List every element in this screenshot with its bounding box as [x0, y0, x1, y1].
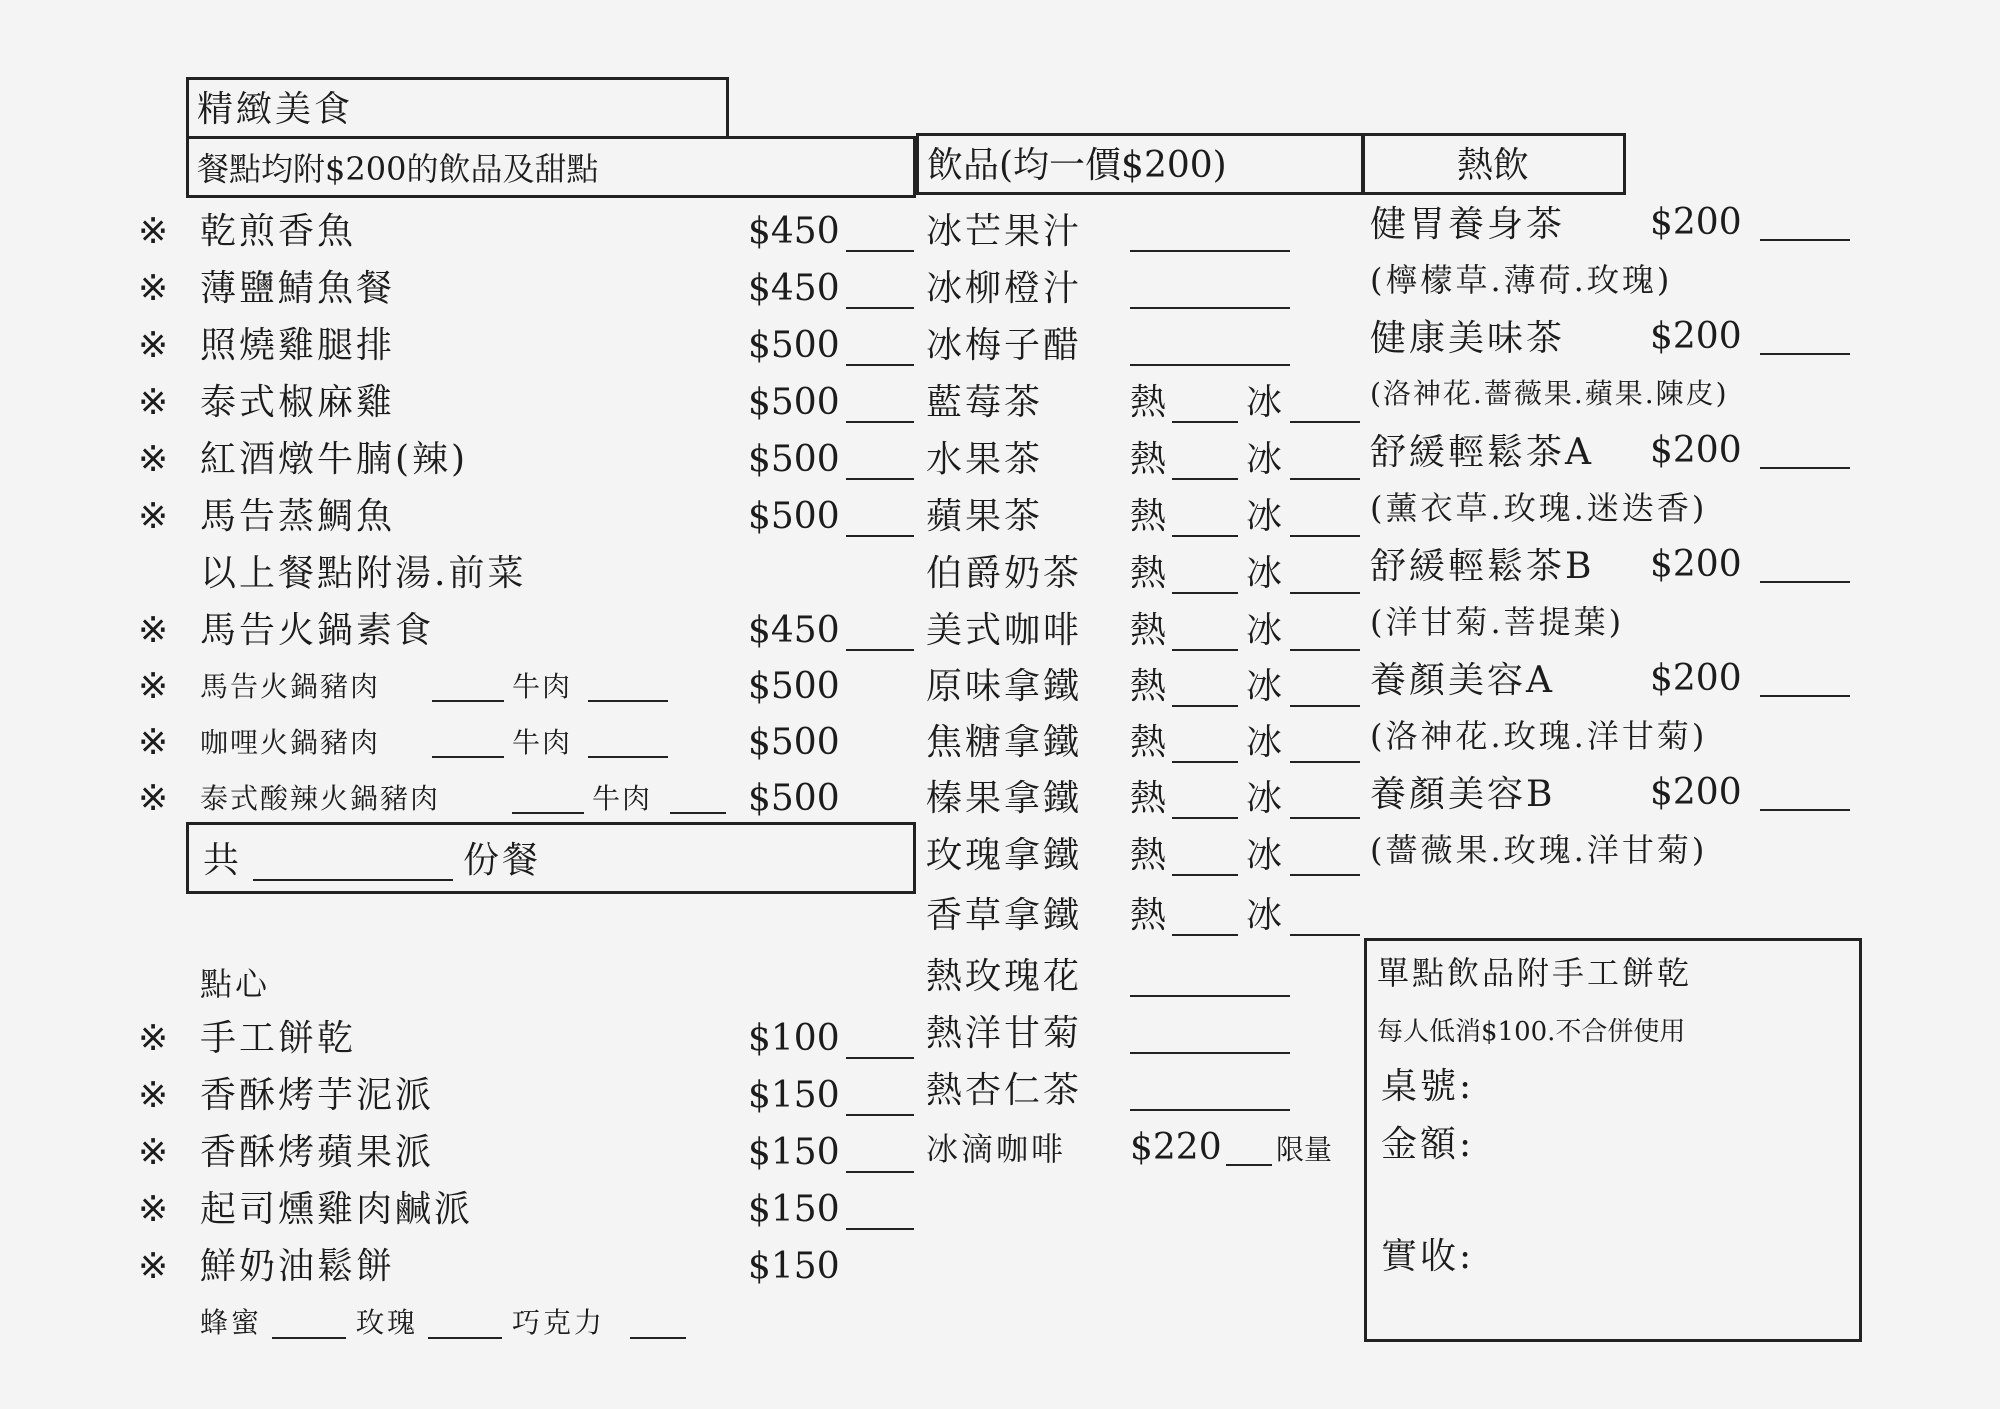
menu-subtitle: 餐點均附$200的飲品及甜點: [197, 150, 599, 188]
quantity-blank[interactable]: [1760, 467, 1850, 469]
hot-blank[interactable]: [1172, 592, 1238, 594]
meal-price: $500: [748, 325, 840, 366]
dessert-title: 點心: [200, 965, 271, 1003]
limited-note: 限量: [1276, 1133, 1333, 1166]
dessert-name: 手工餅乾: [200, 1018, 357, 1059]
drink-name: 美式咖啡: [926, 610, 1083, 651]
hot-blank[interactable]: [1172, 817, 1238, 819]
quantity-blank[interactable]: [1130, 250, 1290, 252]
quantity-blank[interactable]: [1760, 353, 1850, 355]
hot-drink-name: 健康美味茶: [1370, 318, 1566, 359]
menu-subtitle-box: [186, 136, 916, 198]
ice-option-label: 冰: [1246, 778, 1283, 819]
dessert-price: $100: [748, 1018, 840, 1059]
hot-drink-ingredients: (檸檬草.薄荷.玫瑰): [1370, 261, 1673, 299]
hot-drinks-header-box: [1362, 133, 1626, 195]
ice-blank[interactable]: [1290, 478, 1360, 480]
hot-blank[interactable]: [1172, 649, 1238, 651]
quantity-blank[interactable]: [1130, 1109, 1290, 1111]
reference-mark-icon: ※: [138, 1018, 169, 1059]
meal-price: $500: [748, 496, 840, 537]
quantity-blank[interactable]: [846, 1057, 914, 1059]
received-label[interactable]: 實收:: [1381, 1236, 1475, 1277]
ice-blank[interactable]: [1290, 421, 1360, 423]
drink-name: 熱玫瑰花: [926, 956, 1083, 997]
beef-blank[interactable]: [670, 812, 726, 814]
reference-mark-icon: ※: [138, 496, 169, 537]
reference-mark-icon: ※: [138, 1075, 169, 1116]
reference-mark-icon: ※: [138, 268, 169, 309]
hot-drink-name: 養顏美容B: [1370, 774, 1556, 815]
reference-mark-icon: ※: [138, 211, 169, 252]
topping-rose-blank[interactable]: [428, 1337, 502, 1339]
hot-option-label: 熱: [1130, 439, 1167, 480]
hot-drink-ingredients: (薰衣草.玫瑰.迷迭香): [1370, 489, 1708, 527]
minimum-charge-note: 每人低消$100.不合併使用: [1377, 1017, 1686, 1047]
drink-name: 冰柳橙汁: [926, 268, 1083, 309]
meal-name: 馬告蒸鯛魚: [200, 496, 396, 537]
ice-option-label: 冰: [1246, 496, 1283, 537]
hot-drink-ingredients: (洛神花.玫瑰.洋甘菊): [1370, 717, 1708, 755]
reference-mark-icon: ※: [138, 1189, 169, 1230]
dessert-name: 香酥烤芋泥派: [200, 1075, 435, 1116]
meal-name: 泰式椒麻雞: [200, 382, 396, 423]
drink-name: 熱洋甘菊: [926, 1013, 1083, 1054]
drink-name: 水果茶: [926, 439, 1044, 480]
ice-blank[interactable]: [1290, 592, 1360, 594]
ice-blank[interactable]: [1290, 705, 1360, 707]
topping-honey-blank[interactable]: [272, 1337, 346, 1339]
hotpot-price: $500: [748, 722, 840, 763]
quantity-blank[interactable]: [846, 250, 914, 252]
ice-option-label: 冰: [1246, 553, 1283, 594]
topping-honey-label: 蜂蜜: [200, 1306, 263, 1339]
meal-note: 以上餐點附湯.前菜: [200, 553, 527, 594]
quantity-blank[interactable]: [1130, 995, 1290, 997]
hot-drink-name: 健胃養身茶: [1370, 204, 1566, 245]
drink-name: 藍莓茶: [926, 382, 1044, 423]
drink-name: 原味拿鐵: [926, 666, 1083, 707]
ice-blank[interactable]: [1290, 649, 1360, 651]
dessert-price: $150: [748, 1246, 840, 1287]
drink-name: 香草拿鐵: [926, 895, 1083, 936]
quantity-blank[interactable]: [1760, 581, 1850, 583]
hotpot-name: 馬告火鍋豬肉: [200, 670, 381, 703]
total-suffix: 份餐: [463, 840, 542, 881]
ice-option-label: 冰: [1246, 439, 1283, 480]
hot-drink-price: $200: [1650, 202, 1742, 243]
pork-blank[interactable]: [432, 700, 504, 702]
ice-option-label: 冰: [1246, 382, 1283, 423]
order-note: 單點飲品附手工餅乾: [1377, 954, 1693, 992]
ice-blank[interactable]: [1290, 817, 1360, 819]
total-servings-box: [186, 822, 916, 894]
hot-option-label: 熱: [1130, 496, 1167, 537]
quantity-blank[interactable]: [846, 421, 914, 423]
drink-name: 冰梅子醋: [926, 325, 1083, 366]
drinks-header-box: [916, 133, 1364, 195]
menu-title: 精緻美食: [197, 89, 354, 130]
quantity-blank[interactable]: [1760, 239, 1850, 241]
hot-drink-price: $200: [1650, 430, 1742, 471]
dessert-price: $150: [748, 1189, 840, 1230]
drink-name: 冰滴咖啡: [926, 1130, 1067, 1168]
hot-drink-ingredients: (洛神花.薔薇果.蘋果.陳皮): [1370, 377, 1729, 410]
hot-drink-price: $200: [1650, 772, 1742, 813]
drink-name: 伯爵奶茶: [926, 553, 1083, 594]
hot-option-label: 熱: [1130, 610, 1167, 651]
quantity-blank[interactable]: [846, 364, 914, 366]
ice-option-label: 冰: [1246, 722, 1283, 763]
beef-label: 牛肉: [512, 670, 573, 703]
ice-option-label: 冰: [1246, 666, 1283, 707]
meal-price: $450: [748, 211, 840, 252]
total-servings-blank[interactable]: [253, 879, 453, 881]
hot-blank[interactable]: [1172, 535, 1238, 537]
hotpot-name: 泰式酸辣火鍋豬肉: [200, 782, 441, 815]
table-number-label[interactable]: 桌號:: [1381, 1066, 1475, 1107]
hotpot-name: 馬告火鍋素食: [200, 610, 435, 651]
quantity-blank[interactable]: [846, 478, 914, 480]
meal-price: $500: [748, 382, 840, 423]
meal-price: $500: [748, 439, 840, 480]
pork-blank[interactable]: [432, 756, 504, 758]
reference-mark-icon: ※: [138, 439, 169, 480]
hot-blank[interactable]: [1172, 874, 1238, 876]
topping-chocolate-label: 巧克力: [512, 1306, 606, 1339]
reference-mark-icon: ※: [138, 325, 169, 366]
quantity-blank[interactable]: [1760, 695, 1850, 697]
hot-drink-price: $200: [1650, 544, 1742, 585]
dessert-name: 香酥烤蘋果派: [200, 1132, 435, 1173]
drink-name: 榛果拿鐵: [926, 778, 1083, 819]
quantity-blank[interactable]: [846, 1171, 914, 1173]
reference-mark-icon: ※: [138, 1132, 169, 1173]
meal-name: 照燒雞腿排: [200, 325, 396, 366]
drink-name: 焦糖拿鐵: [926, 722, 1083, 763]
hot-drink-name: 舒緩輕鬆茶A: [1370, 432, 1594, 473]
quantity-blank[interactable]: [846, 649, 914, 651]
dessert-price: $150: [748, 1075, 840, 1116]
quantity-blank[interactable]: [846, 535, 914, 537]
quantity-blank[interactable]: [1130, 307, 1290, 309]
reference-mark-icon: ※: [138, 382, 169, 423]
dessert-name: 鮮奶油鬆餅: [200, 1246, 396, 1287]
hot-option-label: 熱: [1130, 553, 1167, 594]
ice-blank[interactable]: [1290, 761, 1360, 763]
ice-option-label: 冰: [1246, 610, 1283, 651]
hot-drinks-header: 熱飲: [1457, 145, 1530, 186]
meal-name: 乾煎香魚: [200, 211, 357, 252]
drink-name: 玫瑰拿鐵: [926, 835, 1083, 876]
hot-option-label: 熱: [1130, 778, 1167, 819]
quantity-blank[interactable]: [846, 307, 914, 309]
hot-drink-ingredients: (薔薇果.玫瑰.洋甘菊): [1370, 831, 1708, 869]
hot-drink-ingredients: (洋甘菊.菩提葉): [1370, 603, 1625, 641]
beef-blank[interactable]: [588, 700, 668, 702]
ice-blank[interactable]: [1290, 874, 1360, 876]
hot-drink-name: 舒緩輕鬆茶B: [1370, 546, 1595, 587]
reference-mark-icon: ※: [138, 666, 169, 707]
ice-option-label: 冰: [1246, 895, 1283, 936]
meal-name: 薄鹽鯖魚餐: [200, 268, 396, 309]
hotpot-price: $500: [748, 666, 840, 707]
menu-title-box: [186, 77, 729, 139]
meal-price: $450: [748, 268, 840, 309]
drink-name: 蘋果茶: [926, 496, 1044, 537]
ice-blank[interactable]: [1290, 934, 1360, 936]
amount-label[interactable]: 金額:: [1381, 1124, 1475, 1165]
hot-option-label: 熱: [1130, 382, 1167, 423]
reference-mark-icon: ※: [138, 722, 169, 763]
hot-blank[interactable]: [1172, 421, 1238, 423]
hot-option-label: 熱: [1130, 666, 1167, 707]
beef-blank[interactable]: [588, 756, 668, 758]
topping-rose-label: 玫瑰: [356, 1306, 419, 1339]
total-prefix: 共: [203, 840, 240, 881]
drink-name: 熱杏仁茶: [926, 1070, 1083, 1111]
drink-name: 冰芒果汁: [926, 211, 1083, 252]
hot-drink-price: $200: [1650, 658, 1742, 699]
hot-blank[interactable]: [1172, 761, 1238, 763]
hot-option-label: 熱: [1130, 895, 1167, 936]
hot-option-label: 熱: [1130, 835, 1167, 876]
beef-label: 牛肉: [512, 726, 573, 759]
ice-option-label: 冰: [1246, 835, 1283, 876]
order-info-box: [1364, 938, 1862, 1342]
hot-drink-price: $200: [1650, 316, 1742, 357]
drinks-header: 飲品(均一價$200): [927, 145, 1227, 186]
dessert-price: $150: [748, 1132, 840, 1173]
drink-price: $220: [1130, 1127, 1222, 1168]
hot-blank[interactable]: [1172, 478, 1238, 480]
reference-mark-icon: ※: [138, 1246, 169, 1287]
meal-name: 紅酒燉牛腩(辣): [200, 439, 469, 480]
quantity-blank[interactable]: [1226, 1164, 1272, 1166]
ice-blank[interactable]: [1290, 535, 1360, 537]
hot-blank[interactable]: [1172, 934, 1238, 936]
dessert-name: 起司燻雞肉鹹派: [200, 1189, 474, 1230]
hotpot-price: $450: [748, 610, 840, 651]
reference-mark-icon: ※: [138, 610, 169, 651]
quantity-blank[interactable]: [1130, 364, 1290, 366]
hotpot-name: 咖哩火鍋豬肉: [200, 726, 381, 759]
reference-mark-icon: ※: [138, 778, 169, 819]
pork-blank[interactable]: [512, 812, 584, 814]
quantity-blank[interactable]: [846, 1114, 914, 1116]
beef-label: 牛肉: [592, 782, 653, 815]
hot-blank[interactable]: [1172, 705, 1238, 707]
hot-drink-name: 養顏美容A: [1370, 660, 1555, 701]
quantity-blank[interactable]: [1760, 809, 1850, 811]
topping-chocolate-blank[interactable]: [630, 1337, 686, 1339]
hot-option-label: 熱: [1130, 722, 1167, 763]
quantity-blank[interactable]: [1130, 1052, 1290, 1054]
hotpot-price: $500: [748, 778, 840, 819]
quantity-blank[interactable]: [846, 1228, 914, 1230]
